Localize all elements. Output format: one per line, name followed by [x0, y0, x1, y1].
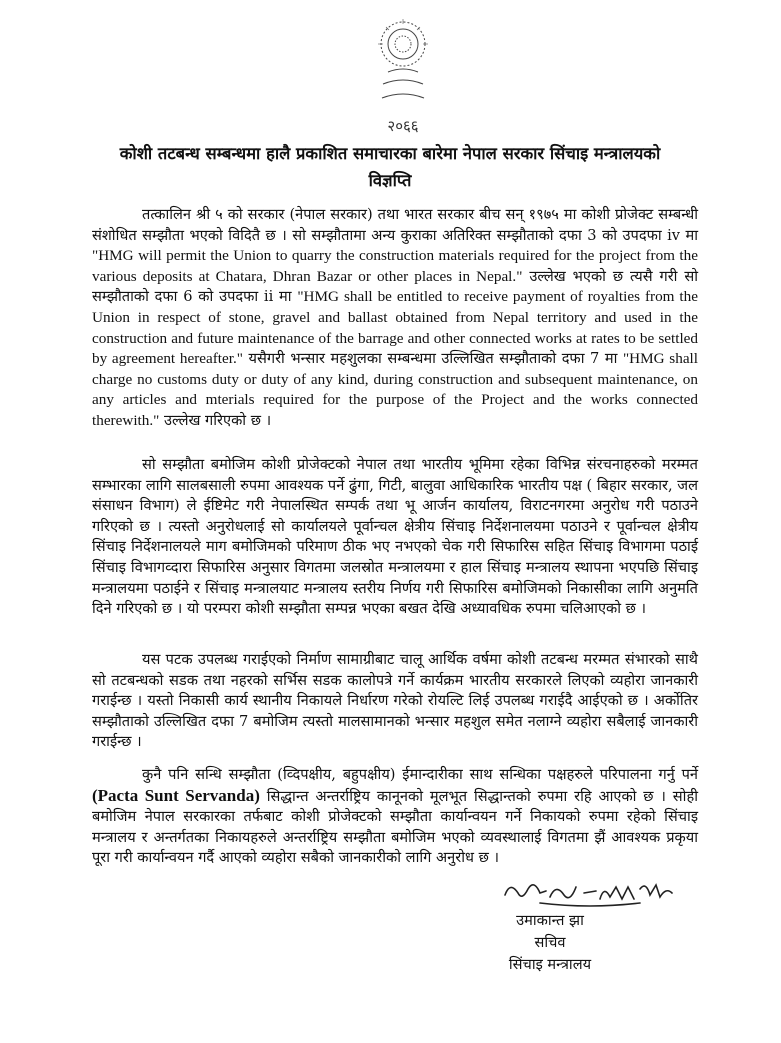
signature-block [470, 910, 630, 976]
paragraph-1-quote-3: "HMG shall charge no customs duty or duty of any kind, during construction and subsequent maintenance, on any articles and mterials required for the purpose of the Project and the works connected therewith." [92, 350, 698, 429]
paragraph-1 [92, 205, 698, 432]
paragraph-4-latin-phrase: (Pacta Sunt Servanda) [92, 785, 260, 805]
paragraph-1-text-a: तत्कालिन श्री ५ को सरकार (नेपाल सरकार) तथा भारत सरकार बीच सन् १९७५ मा कोशी प्रोजेक्ट सम्बन्धी संशोधित सम्झौता भएको विदितै छ । सो सम्झौतामा अन्य कुराका अतिरिक्त सम्झौताको दफा 3 को उपदफा iv मा [92, 206, 698, 244]
paragraph-1-text-c: उल्लेख भएको छ त्यसै गरी सो सम्झौताको दफा 6 को उपदफा ii मा [92, 267, 699, 306]
paragraph-3: यस पटक उपलब्ध गराईएको निर्माण सामाग्रीबाट चालू आर्थिक वर्षमा कोशी तटबन्ध मरम्मत संभारको साथै सो तटबन्धको सडक तथा नहरको सर्भिस सडक कालोपत्रे गर्ने कार्यक्रम भारतीय सरकारले लिएको व्यहोरा जानकारी गराईन्छ । यस्तो निकासी कार्य स्थानीय निकायले निर्धारण गरेको रोयल्टि लिई उपलब्ध गराईदै आईएको छ । अर्कोतिर सम्झौताको उल्लिखित दफा 7 बमोजिम त्यस्तो मालसामानको भन्सार महशुल समेत नलाग्ने व्यहोरा सबैलाई जानकारी गराईन्छ । [92, 651, 698, 751]
document-title: कोशी तटबन्ध सम्बन्धमा हालै प्रकाशित समाचारका बारेमा नेपाल सरकार सिंचाइ मन्त्रालयको विज्ञप्ति [119, 144, 661, 190]
paragraph-1-quote-1: "HMG will permit the Union to quarry the construction materials required for the project from the various deposits at Chatara, Dhran Bazar or other places in Nepal." [92, 247, 698, 285]
signatory-designation: सचिव [534, 934, 566, 951]
paragraph-4-text-c: सिद्धान्त अन्तर्राष्ट्रिय कानूनको मूलभूत सिद्धान्तको रुपमा रहि आएको छ । सोही बमोजिम नेपाल सरकारका तर्फबाट कोशी प्रोजेक्टको सम्झौता कार्यान्वयन गर्ने निकायको रुपमा रहेको सिंचाइ मन्त्रालय र अन्तर्गतका निकायहरुले अन्तर्राष्ट्रिय सम्झौता बमोजिम भएको व्यवस्थालाई विगतमा झैं आवश्यक प्रकृया पूरा गरी कार्यान्वयन गर्दै आएको व्यहोरा सबैको जानकारीको लागि अनुरोध छ । [92, 787, 698, 867]
paragraph-1-text-g: उल्लेख गरिएको छ । [159, 411, 272, 429]
handwritten-signature-icon [500, 873, 680, 913]
signatory-name: उमाकान्त झा [516, 912, 584, 929]
paragraph-1-quote-2: "HMG shall be entitled to receive payment of royalties from the Union in respect of stone, gravel and ballast obtained from Nepal territory and used in the construction and future maintenance of the barrage and other connected works at rates to be settled by agreement hereafter." [92, 288, 698, 368]
seal-year: २०६६ [387, 117, 419, 135]
government-seal-icon [358, 14, 448, 122]
paragraph-1-text-e: यसैगरी भन्सार महशुलका सम्बन्धमा उल्लिखित सम्झौताको दफा 7 मा [242, 350, 623, 368]
paragraph-2: सो सम्झौता बमोजिम कोशी प्रोजेक्टको नेपाल तथा भारतीय भूमिमा रहेका विभिन्न संरचनाहरुको मरम्मत सम्भारका लागि सालबसाली रुपमा आवश्यक पर्ने ढुंगा, गिटी, बालुवा आधिकारिक भारतीय पक्ष ( बिहार सरकार, जल संसाधन विभाग) ले ईष्टिमेट गरी नेपालस्थित सम्पर्क तथा भू आर्जन कार्यालय, विराटनगरमा अनुरोध गरी पठाउने गरिएको छ । त्यस्तो अनुरोधलाई सो कार्यालयले पूर्वान्चल क्षेत्रीय सिंचाइ निर्देशनालयमा पठाउने र पूर्वान्चल क्षेत्रीय सिंचाइ निर्देशनालयले माग बमोजिमको परिमाण ठीक भए नभएको चेक गरी सिफारिस सहित सिंचाइ विभागमा पठाई सिंचाइ विभागव्दारा सिफारिस अनुसार विगतमा जलस्रोत मन्त्रालयमा र हाल सिंचाइ मन्त्रालय स्थापना भएपछि सिंचाइ मन्त्रालयमा पठाईने र सिंचाइ मन्त्रालयाट मन्त्रालय स्तरीय निर्णय गरी सिफारिस बमोजिमको निकासीका लागि अनुमति दिने गरिएको छ । यो परम्परा कोशी सम्झौता सम्पन्न भएका बखत देखि अध्यावधिक रुपमा चलिआएको छ । [92, 456, 698, 618]
paragraph-4-text-a: कुनै पनि सन्धि सम्झौता (व्दिपक्षीय, बहुपक्षीय) ईमान्दारीका साथ सन्धिका पक्षहरुले परिपालना गर्नु पर्ने [142, 766, 698, 783]
paragraph-4 [92, 765, 698, 869]
signatory-ministry: सिंचाइ मन्त्रालय [508, 956, 592, 973]
